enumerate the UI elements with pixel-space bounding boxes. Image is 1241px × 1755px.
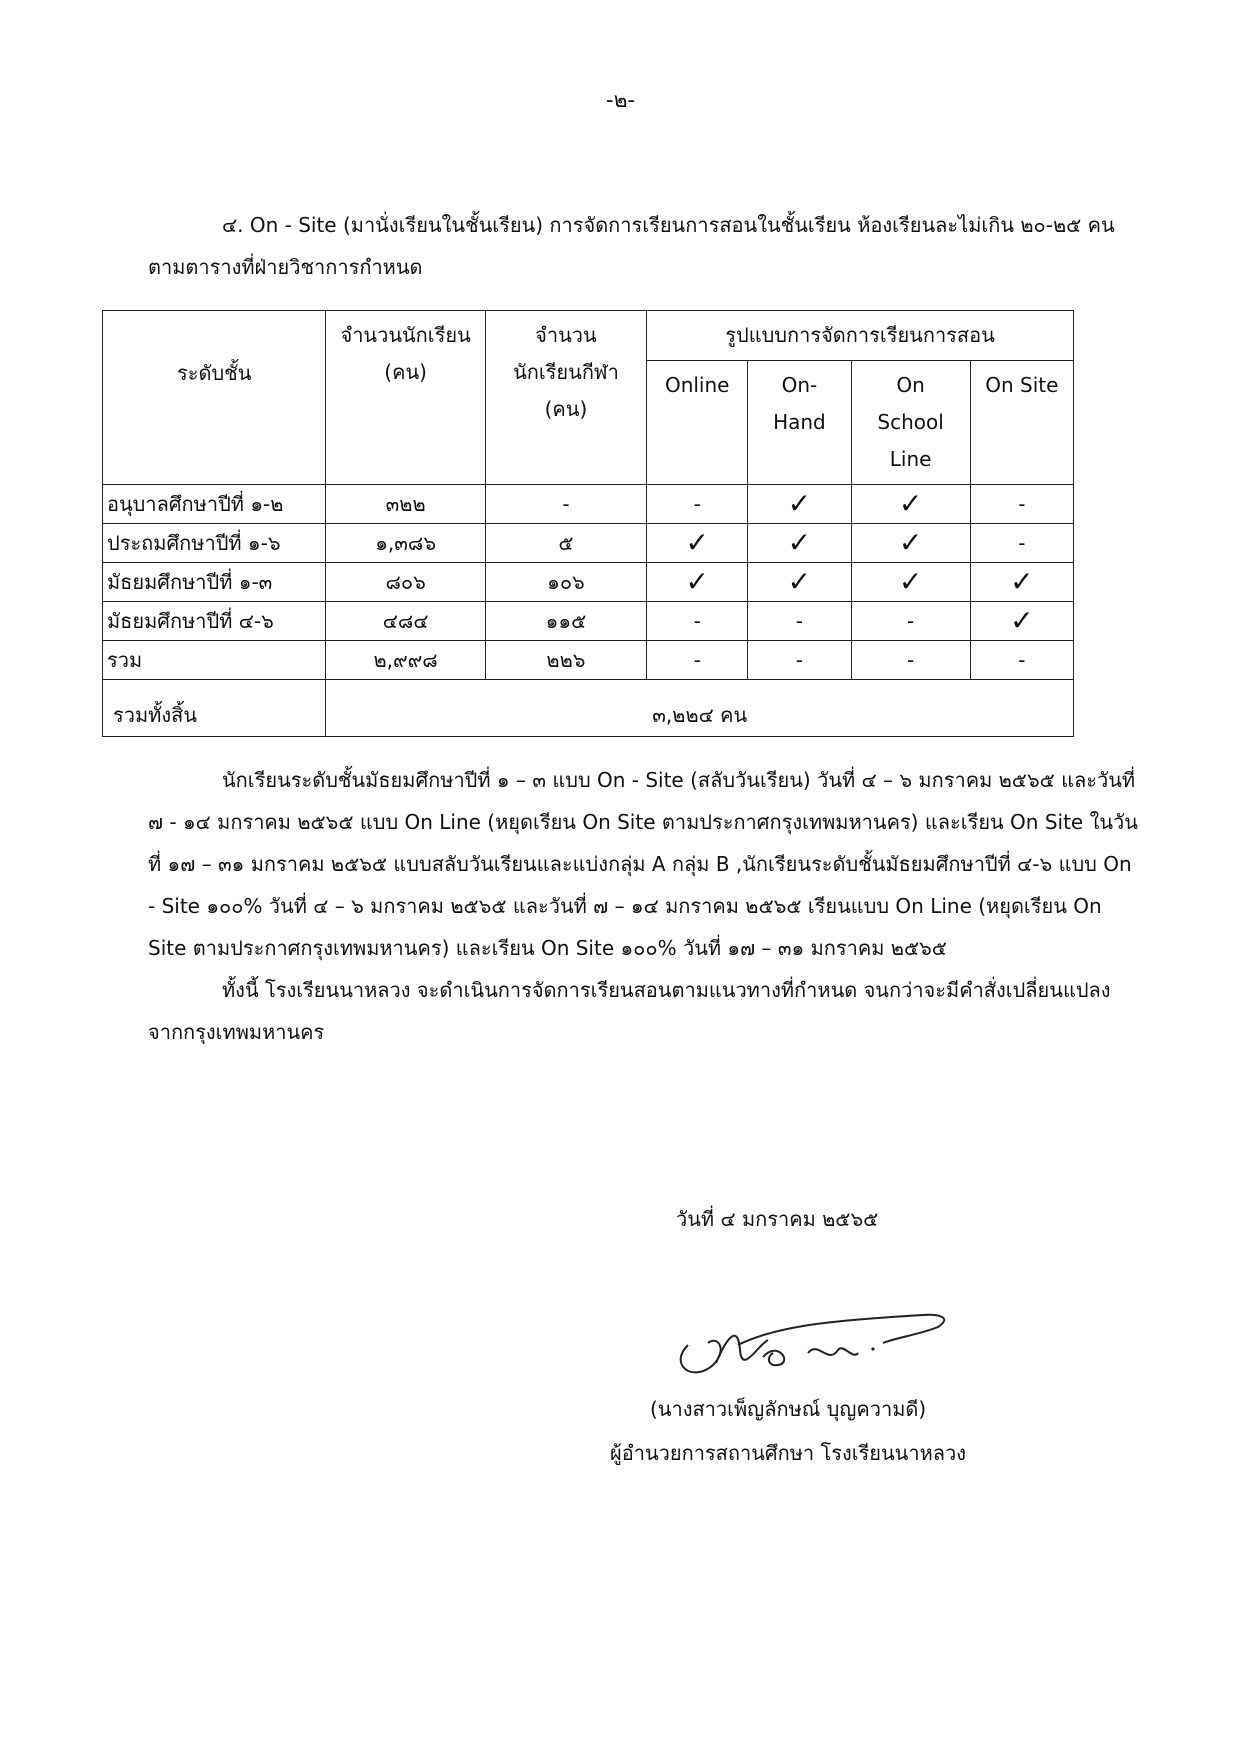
row-mode-on-school-line: - (851, 602, 970, 641)
table-row (103, 485, 1074, 524)
table-row (103, 563, 1074, 602)
intro-line-1: ๔. On - Site (มานั่งเรียนในชั้นเรียน) การจัดการเรียนการสอนในชั้นเรียน ห้องเรียนละไม่เกิน ๒๐-๒๕ คน (222, 213, 1115, 237)
row-athletes: ๑๐๖ (485, 563, 646, 602)
header-teaching-modes: รูปแบบการจัดการเรียนการสอน (647, 311, 1074, 361)
row-mode-on-site: - (970, 524, 1073, 563)
row-mode-online: ✓ (647, 563, 748, 602)
row-mode-online: - (647, 602, 748, 641)
row-athletes: ๑๑๕ (485, 602, 646, 641)
table-row (103, 602, 1074, 641)
row-mode-on-school-line: ✓ (851, 485, 970, 524)
row-level: ประถมศึกษาปีที่ ๑-๖ (103, 524, 326, 563)
table-header-row (103, 311, 1074, 361)
grand-total-value: ๓,๒๒๔ คน (326, 680, 1074, 737)
row-mode-on-hand: ✓ (748, 485, 851, 524)
header-mode-on-school-line: On School Line (851, 361, 970, 485)
header-mode-on-hand: On- Hand (748, 361, 851, 485)
row-level: มัธยมศึกษาปีที่ ๔-๖ (103, 602, 326, 641)
row-mode-on-school-line: - (851, 641, 970, 680)
row-mode-on-site: - (970, 485, 1073, 524)
teaching-format-table (102, 310, 1074, 737)
row-students: ๘๐๖ (326, 563, 485, 602)
row-mode-on-hand: - (748, 602, 851, 641)
row-athletes: ๒๒๖ (485, 641, 646, 680)
body-paragraphs (148, 759, 1140, 1053)
header-level: ระดับชั้น (103, 311, 326, 485)
body-paragraph-1: นักเรียนระดับชั้นมัธยมศึกษาปีที่ ๑ – ๓ แบบ On - Site (สลับวันเรียน) วันที่ ๔ – ๖ มกราคม ๒๕๖๕ และวันที่ ๗ - ๑๔ มกราคม ๒๕๖๕ แบบ On Line (หยุดเรียน On Site ตามประกาศกรุงเทพมหานคร) และเรียน On Site ในวันที่ ๑๗ – ๓๑ มกราคม ๒๕๖๕ แบบสลับวันเรียนและแบ่งกลุ่ม A กลุ่ม B ,นักเรียนระดับชั้นมัธยมศึกษาปีที่ ๔-๖ แบบ On - Site ๑๐๐% วันที่ ๔ – ๖ มกราคม ๒๕๖๕ และวันที่ ๗ – ๑๔ มกราคม ๒๕๖๕ เรียนแบบ On Line (หยุดเรียน On Site ตามประกาศกรุงเทพมหานคร) และเรียน On Site ๑๐๐% วันที่ ๑๗ – ๓๑ มกราคม ๒๕๖๕ (148, 768, 1138, 960)
header-students: จำนวนนักเรียน (คน) (326, 311, 485, 485)
row-mode-on-school-line: ✓ (851, 563, 970, 602)
header-mode-on-site: On Site (970, 361, 1073, 485)
row-students: ๑,๓๘๖ (326, 524, 485, 563)
row-athletes: - (485, 485, 646, 524)
row-mode-on-school-line: ✓ (851, 524, 970, 563)
row-level: อนุบาลศึกษาปีที่ ๑-๒ (103, 485, 326, 524)
signature-date: วันที่ ๔ มกราคม ๒๕๖๕ (676, 1207, 879, 1231)
signer-name: (นางสาวเพ็ญลักษณ์ บุญความดี) (650, 1397, 927, 1421)
row-mode-online: ✓ (647, 524, 748, 563)
row-athletes: ๕ (485, 524, 646, 563)
row-level: มัธยมศึกษาปีที่ ๑-๓ (103, 563, 326, 602)
row-mode-on-site: ✓ (970, 602, 1073, 641)
intro-line-2: ตามตารางที่ฝ่ายวิชาการกำหนด (148, 255, 423, 279)
row-students: ๒,๙๙๘ (326, 641, 485, 680)
row-mode-on-hand: - (748, 641, 851, 680)
signature-image (668, 1305, 968, 1385)
header-mode-online: Online (647, 361, 748, 485)
row-mode-online: - (647, 641, 748, 680)
table-row-total (103, 641, 1074, 680)
body-paragraph-2: ทั้งนี้ โรงเรียนนาหลวง จะดำเนินการจัดการเรียนสอนตามแนวทางที่กำหนด จนกว่าจะมีคำสั่งเปลี่ยนแปลง จากกรุงเทพมหานคร (148, 978, 1111, 1044)
row-students: ๓๒๒ (326, 485, 485, 524)
intro-paragraph (148, 204, 1140, 288)
table-row-grand-total (103, 680, 1074, 737)
row-mode-on-hand: ✓ (748, 524, 851, 563)
page-number: -๒- (606, 88, 635, 112)
row-students: ๔๘๔ (326, 602, 485, 641)
row-level: รวม (103, 641, 326, 680)
table-row (103, 524, 1074, 563)
row-mode-on-site: - (970, 641, 1073, 680)
row-mode-online: - (647, 485, 748, 524)
signer-position: ผู้อำนวยการสถานศึกษา โรงเรียนนาหลวง (610, 1441, 967, 1465)
row-mode-on-site: ✓ (970, 563, 1073, 602)
row-mode-on-hand: ✓ (748, 563, 851, 602)
header-athletes: จำนวน นักเรียนกีฬา (คน) (485, 311, 646, 485)
grand-total-label: รวมทั้งสิ้น (103, 680, 326, 737)
